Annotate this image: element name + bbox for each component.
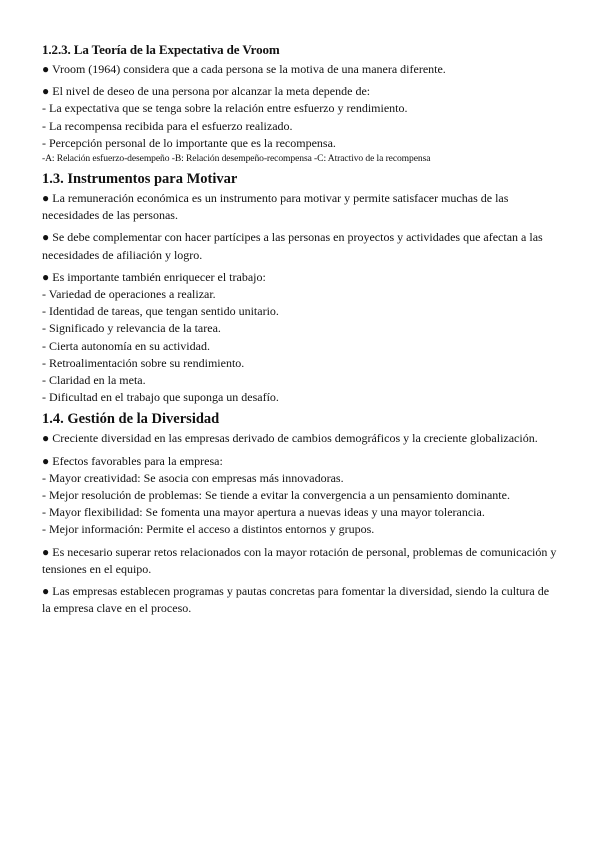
- list-item: - Dificultad en el trabajo que suponga un desafío.: [42, 390, 279, 405]
- bullet-paragraph: ● Efectos favorables para la empresa:: [42, 453, 223, 468]
- section-heading: 1.3. Instrumentos para Motivar: [42, 171, 238, 188]
- section-heading: 1.4. Gestión de la Diversidad: [42, 411, 220, 428]
- list-item: - Significado y relevancia de la tarea.: [42, 321, 221, 336]
- section-1-3: [42, 171, 560, 406]
- legend-note: -A: Relación esfuerzo-desempeño -B: Relación desempeño-recompensa -C: Atractivo de la recompensa: [42, 153, 431, 165]
- bullet-paragraph: ● Vroom (1964) considera que a cada persona se la motiva de una manera diferente.: [42, 62, 446, 76]
- bullet-paragraph: ● Se debe complementar con hacer partícipes a las personas en proyectos y actividades que afectan a las necesidades de afiliación y logro.: [42, 230, 543, 262]
- section-1-4: [42, 411, 560, 617]
- list-item: - Retroalimentación sobre su rendimiento.: [42, 355, 245, 370]
- list-item: - Claridad en la meta.: [42, 373, 146, 388]
- section-heading: 1.2.3. La Teoría de la Expectativa de Vroom: [42, 42, 280, 57]
- list-item: - Cierta autonomía en su actividad.: [42, 338, 210, 353]
- list-item: - Mayor flexibilidad: Se fomenta una mayor apertura a nuevas ideas y una mayor tolerancia.: [42, 505, 485, 520]
- list-item: - La recompensa recibida para el esfuerzo realizado.: [42, 118, 293, 133]
- list-item: - Identidad de tareas, que tengan sentido unitario.: [42, 304, 279, 319]
- list-item: - Variedad de operaciones a realizar.: [42, 287, 216, 302]
- list-item: - Mejor información: Permite el acceso a distintos entornos y grupos.: [42, 522, 375, 537]
- bullet-paragraph: ● Creciente diversidad en las empresas derivado de cambios demográficos y la creciente globalización.: [42, 431, 538, 446]
- bullet-paragraph: ● Es importante también enriquecer el trabajo:: [42, 269, 266, 284]
- bullet-paragraph: ● La remuneración económica es un instrumento para motivar y permite satisfacer muchas de las necesidades de las personas.: [42, 191, 509, 223]
- bullet-paragraph: ● Es necesario superar retos relacionados con la mayor rotación de personal, problemas de comunicación y tensiones en el equipo.: [42, 544, 557, 576]
- bullet-paragraph: ● Las empresas establecen programas y pautas concretas para fomentar la diversidad, siendo la cultura de la empresa clave en el proceso.: [42, 584, 550, 616]
- bullet-paragraph: ● El nivel de deseo de una persona por alcanzar la meta depende de:: [42, 84, 371, 99]
- list-item: - La expectativa que se tenga sobre la relación entre esfuerzo y rendimiento.: [42, 101, 408, 116]
- section-1-2-3: [42, 42, 560, 166]
- list-item: - Percepción personal de lo importante que es la recompensa.: [42, 135, 336, 150]
- list-item: - Mayor creatividad: Se asocia con empresas más innovadoras.: [42, 470, 344, 485]
- list-item: - Mejor resolución de problemas: Se tiende a evitar la convergencia a un pensamiento dominante.: [42, 488, 510, 503]
